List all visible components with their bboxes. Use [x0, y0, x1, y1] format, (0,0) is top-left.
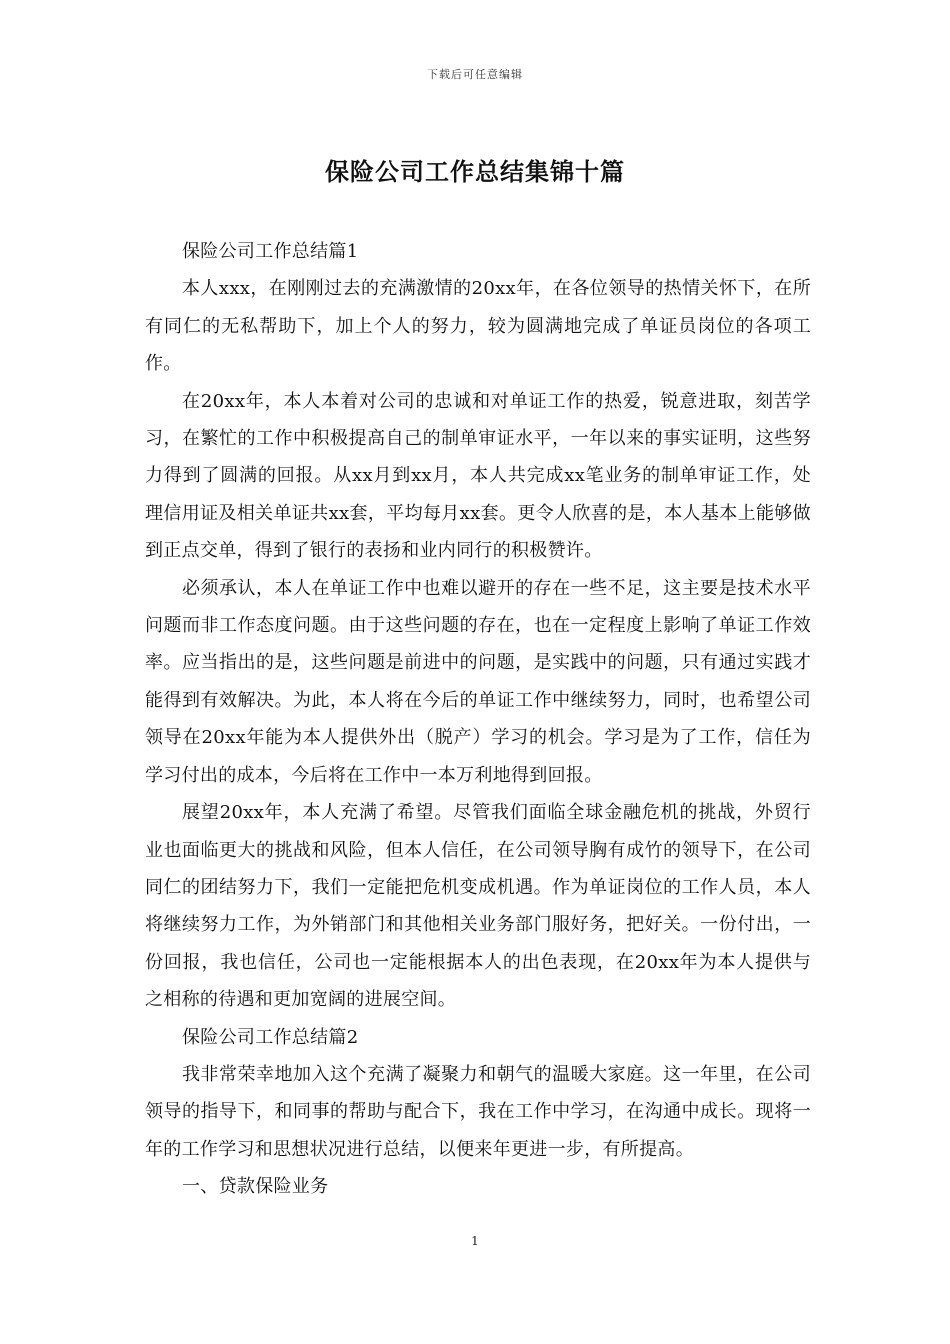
document-body	[145, 233, 811, 1206]
body-paragraph: 必须承认，本人在单证工作中也难以避开的存在一些不足，这主要是技术水平问题而非工作态度问题。由于这些问题的存在，也在一定程度上影响了单证工作效率。应当指出的是，这些问题是前进中的问题，是实践中的问题，只有通过实践才能得到有效解决。为此，本人将在今后的单证工作中继续努力，同时，也希望公司领导在20xx年能为本人提供外出（脱产）学习的机会。学习是为了工作，信任为学习付出的成本，今后将在工作中一本万利地得到回报。	[145, 577, 811, 786]
document-title: 保险公司工作总结集锦十篇	[325, 157, 625, 186]
body-paragraph: 展望20xx年，本人充满了希望。尽管我们面临全球金融危机的挑战，外贸行业也面临更大的挑战和风险，但本人信任，在公司领导胸有成竹的领导下，在公司同仁的团结努力下，我们一定能把危机变成机遇。作为单证岗位的工作人员，本人将继续努力工作，为外销部门和其他相关业务部门服好务，把好关。一份付出，一份回报，我也信任，公司也一定能根据本人的出色表现，在20xx年为本人提供与之相称的待遇和更加宽阔的进展空间。	[145, 802, 811, 1011]
header-note: 下载后可任意编辑	[427, 68, 523, 81]
page-number: 1	[471, 1234, 479, 1248]
section-heading-2: 保险公司工作总结篇2	[182, 1026, 359, 1048]
subsection-heading: 一、贷款保险业务	[182, 1176, 329, 1198]
body-paragraph: 本人xxx，在刚刚过去的充满激情的20xx年，在各位领导的热情关怀下，在所有同仁的无私帮助下，加上个人的努力，较为圆满地完成了单证员岗位的各项工作。	[145, 278, 811, 375]
body-paragraph: 在20xx年，本人本着对公司的忠诚和对单证工作的热爱，锐意进取，刻苦学习，在繁忙的工作中积极提高自己的制单审证水平，一年以来的事实证明，这些努力得到了圆满的回报。从xx月到xx月，本人共完成xx笔业务的制单审证工作，处理信用证及相关单证共xx套，平均每月xx套。更令人欣喜的是，本人基本上能够做到正点交单，得到了银行的表扬和业内同行的积极赞许。	[145, 390, 811, 562]
section-heading-1: 保险公司工作总结篇1	[182, 241, 359, 262]
body-paragraph: 我非常荣幸地加入这个充满了凝聚力和朝气的温暖大家庭。这一年里，在公司领导的指导下，和同事的帮助与配合下，我在工作中学习，在沟通中成长。现将一年的工作学习和思想状况进行总结，以便来年更进一步，有所提高。	[145, 1063, 811, 1160]
